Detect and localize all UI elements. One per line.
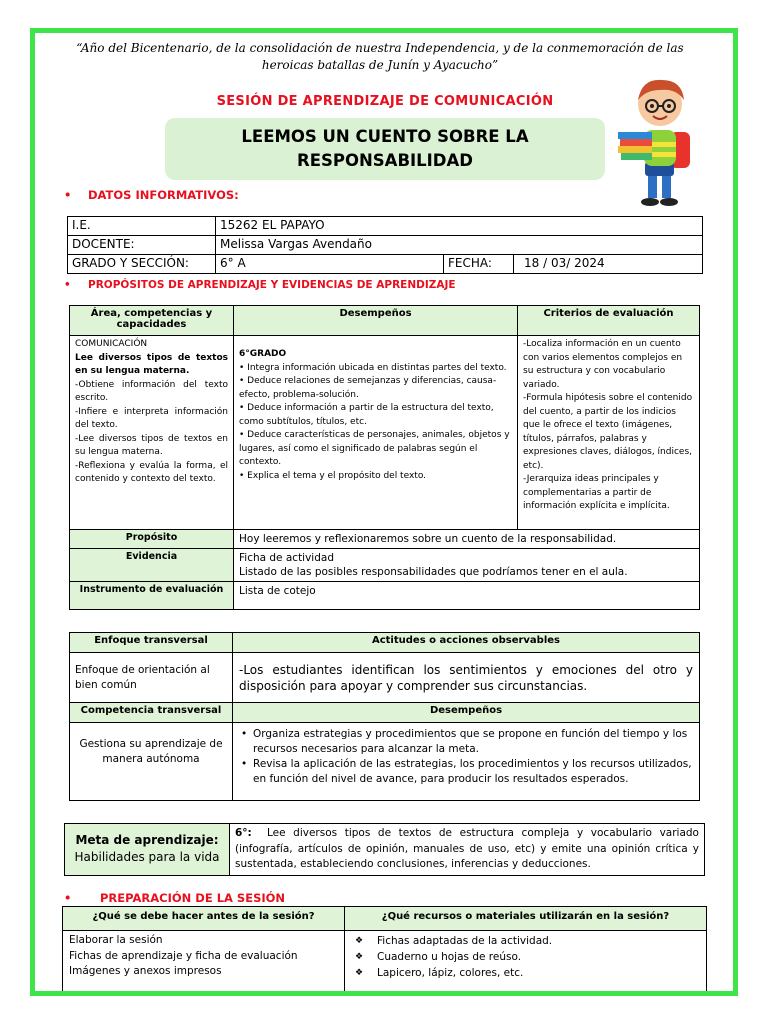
table-row — [63, 931, 707, 991]
column-header: Desempeños — [233, 703, 700, 723]
desempeno: • Deduce relaciones de semejanzas y diferencias, causa-efecto, problema-solución. — [239, 376, 497, 400]
column-header: Área, competencias y capacidades — [70, 306, 234, 336]
evidencia-line: Listado de las posibles responsabilidades que podríamos tener en el aula. — [239, 566, 628, 578]
antes-cell — [63, 931, 345, 991]
table-row — [68, 236, 703, 255]
column-header: Criterios de evaluación — [518, 306, 700, 336]
table-row — [70, 530, 700, 549]
actitud-value: -Los estudiantes identifican los sentimientos y emociones del otro y disposición para apoyar y comprender sus circunstancias. — [233, 653, 700, 703]
column-header: Enfoque transversal — [70, 633, 233, 653]
capacidad: -Lee diversos tipos de textos en su lengua materna. — [75, 433, 228, 457]
meta-label-cell — [65, 824, 230, 876]
list-item: Imágenes y anexos impresos — [69, 965, 222, 977]
capacidad: -Reflexiona y evalúa la forma, el contenido y contexto del texto. — [75, 460, 228, 484]
preparacion-heading-text: PREPARACIÓN DE LA SESIÓN — [100, 891, 286, 905]
evidencia-line: Ficha de actividad — [239, 552, 334, 564]
datos-heading-text: DATOS INFORMATIVOS: — [88, 188, 239, 202]
meta-text: Lee diversos tipos de textos de estructura compleja y vocabulario variado (infografía, artículos de opinión, manuales de uso, etc) y emite una opinión crítica y sustentada, estableciendo conclusiones, inferencias y deducciones. — [235, 827, 699, 870]
desempenos-cell — [234, 336, 518, 530]
lesson-title — [165, 118, 605, 180]
preparacion-heading — [64, 891, 285, 905]
enfoque-value: Enfoque de orientación al bien común — [70, 653, 233, 703]
list-item: Fichas de aprendizaje y ficha de evaluación — [69, 949, 298, 962]
meta-sublabel: Habilidades para la vida — [74, 850, 220, 865]
quote-line: heroicas batallas de Junín y Ayacucho” — [261, 58, 499, 72]
fecha-label: FECHA: — [444, 255, 514, 274]
proposito-label: Propósito — [70, 530, 234, 549]
meta-table — [64, 823, 705, 876]
docente-value: Melissa Vargas Avendaño — [216, 236, 703, 255]
criterio: -Localiza información en un cuento con varios elementos complejos en su estructura y con vocabulario variado. — [523, 339, 683, 390]
table-row — [70, 582, 700, 610]
list-item: Elaborar la sesión — [69, 934, 163, 946]
propositos-heading-text: PROPÓSITOS DE APRENDIZAJE Y EVIDENCIAS DE APRENDIZAJE — [88, 279, 456, 291]
table-row — [68, 255, 703, 274]
table-row — [70, 306, 700, 336]
instrumento-value: Lista de cotejo — [234, 582, 700, 610]
meta-label: Meta de aprendizaje: — [75, 833, 219, 848]
table-row — [70, 633, 700, 653]
bullet-icon: • — [64, 891, 72, 905]
header-quote — [60, 40, 700, 74]
lesson-title-line: LEEMOS UN CUENTO SOBRE LA — [241, 127, 529, 146]
session-title: SESIÓN DE APRENDIZAJE DE COMUNICACIÓN — [216, 94, 554, 109]
area-name: COMUNICACIÓN — [75, 339, 148, 349]
table-row — [63, 907, 707, 931]
column-header: Desempeños — [234, 306, 518, 336]
proposito-value: Hoy leeremos y reflexionaremos sobre un cuento de la responsabilidad. — [234, 530, 700, 549]
meta-grade: 6°: — [235, 827, 252, 839]
preparacion-table — [62, 906, 707, 991]
ie-label: I.E. — [68, 217, 216, 236]
quote-line: “Año del Bicentenario, de la consolidación de nuestra Independencia, y de la conmemoración de las — [76, 41, 684, 55]
student-with-books-illustration — [612, 72, 708, 212]
datos-table — [67, 216, 703, 274]
column-header: Actitudes o acciones observables — [233, 633, 700, 653]
recursos-cell — [345, 931, 707, 991]
criterio: -Jerarquiza ideas principales y complementarias a partir de información explícita e implícita. — [523, 474, 670, 511]
capacidad: -Obtiene información del texto escrito. — [75, 379, 228, 403]
ie-value: 15262 EL PAPAYO — [216, 217, 703, 236]
enfoque-table — [69, 632, 700, 801]
docente-label: DOCENTE: — [68, 236, 216, 255]
column-header: Competencia transversal — [70, 703, 233, 723]
capacidad: -Infiere e interpreta información del texto. — [75, 406, 228, 430]
instrumento-label: Instrumento de evaluación — [70, 582, 234, 610]
criterio: -Formula hipótesis sobre el contenido del cuento, a partir de los indicios que le ofrece el texto (imágenes, títulos, párrafos, palabras y expresiones claves, diálogos, índices, etc). — [523, 393, 693, 471]
table-row — [65, 824, 705, 876]
desempeno: • Integra información ubicada en distintas partes del texto. — [239, 362, 507, 373]
list-item: ❖ Cuaderno u hojas de reúso. — [349, 949, 702, 965]
propositos-heading — [64, 279, 456, 291]
meta-text-cell — [230, 824, 705, 876]
list-item: • Organiza estrategias y procedimientos que se propone en función del tiempo y los recursos necesarios para alcanzar la meta. — [237, 727, 695, 757]
list-item: • Revisa la aplicación de las estrategias, los procedimientos y los recursos utilizados, en función del nivel de avance, para producir los resultados esperados. — [237, 757, 695, 787]
evidencia-value — [234, 549, 700, 582]
criterios-cell — [518, 336, 700, 530]
list-item: ❖ Fichas adaptadas de la actividad. — [349, 933, 702, 949]
grado-title: 6°GRADO — [239, 349, 287, 359]
datos-heading — [64, 188, 239, 202]
table-row — [70, 653, 700, 703]
desempeno: • Deduce información a partir de la estructura del texto, como subtítulos, títulos, etc. — [239, 403, 494, 427]
desempenos-transversal — [233, 723, 700, 801]
competencia-transversal-value: Gestiona su aprendizaje de manera autónoma — [70, 723, 233, 801]
grado-label: GRADO Y SECCIÓN: — [68, 255, 216, 274]
desempeno: • Explica el tema y el propósito del texto. — [239, 470, 427, 481]
area-cell — [70, 336, 234, 530]
lesson-title-line: RESPONSABILIDAD — [297, 151, 473, 170]
table-row — [70, 723, 700, 801]
bullet-icon: • — [64, 279, 71, 291]
desempeno: • Deduce características de personajes, animales, objetos y lugares, así como el significado de palabras según el contexto. — [239, 430, 510, 467]
column-header: ¿Qué recursos o materiales utilizarán en la sesión? — [345, 907, 707, 931]
grado-value: 6° A — [216, 255, 444, 274]
table-row — [70, 336, 700, 530]
evidencia-label: Evidencia — [70, 549, 234, 582]
table-row — [68, 217, 703, 236]
table-row — [70, 703, 700, 723]
bullet-icon: • — [64, 188, 72, 202]
column-header: ¿Qué se debe hacer antes de la sesión? — [63, 907, 345, 931]
fecha-value: 18 / 03/ 2024 — [514, 255, 703, 274]
table-row — [70, 549, 700, 582]
propositos-table — [69, 305, 700, 610]
list-item: ❖ Lapicero, lápiz, colores, etc. — [349, 965, 702, 981]
competencia: Lee diversos tipos de textos en su lengua materna. — [75, 352, 228, 376]
